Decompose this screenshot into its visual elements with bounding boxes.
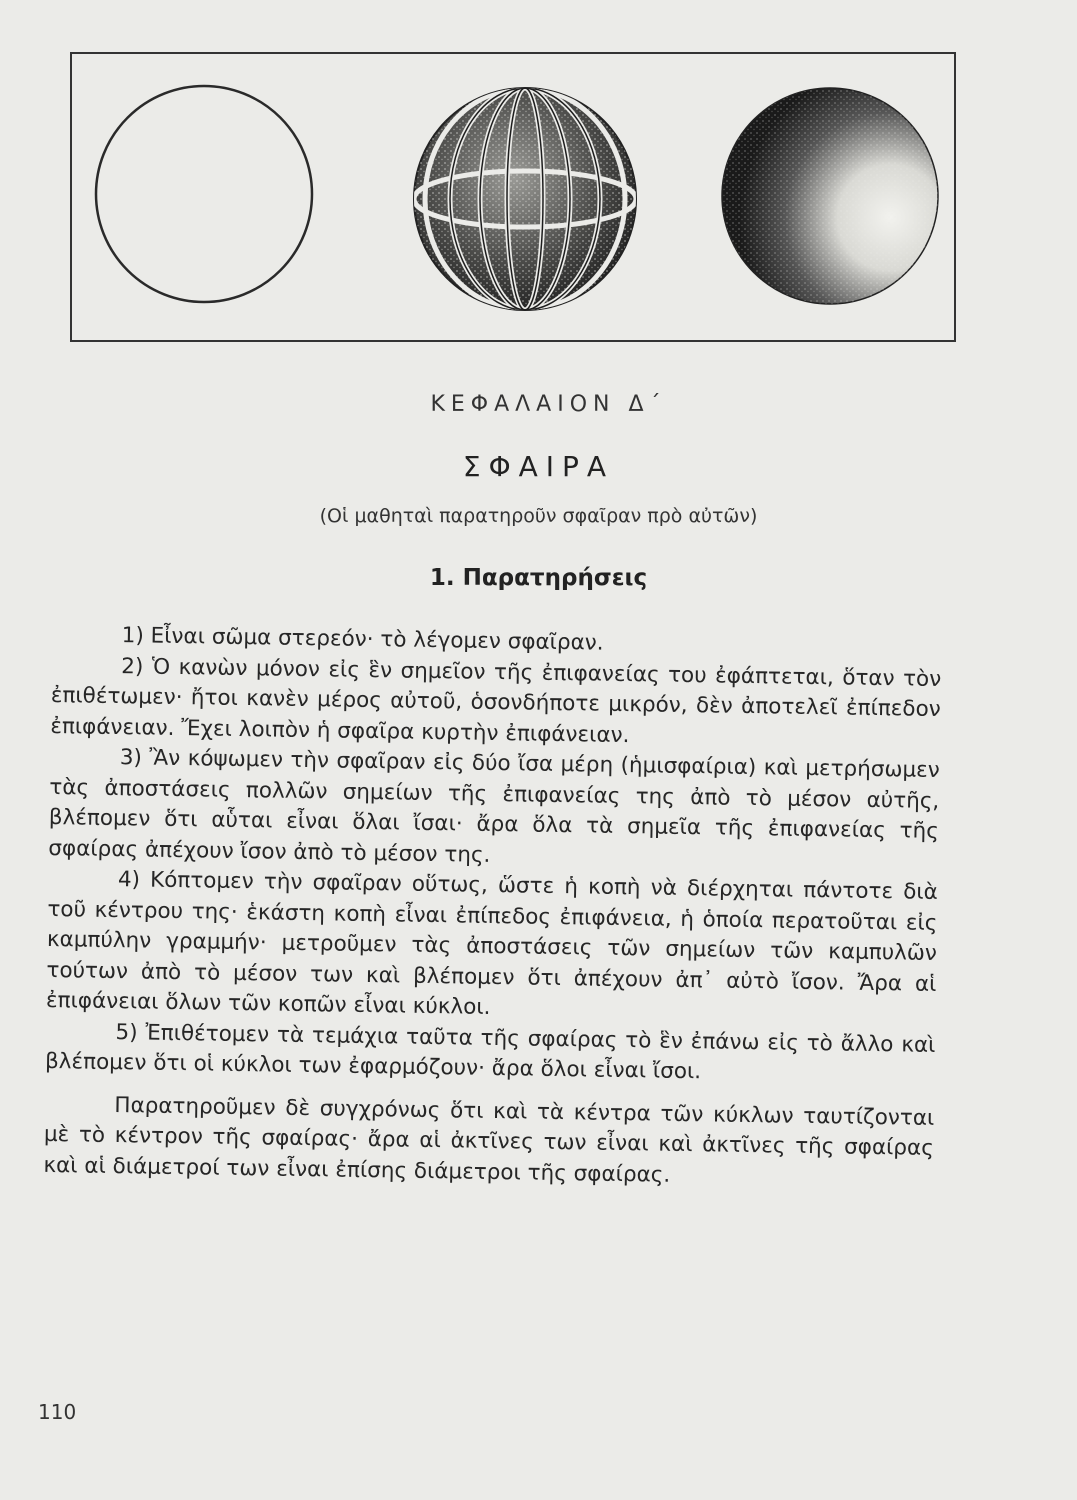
shaded-sphere-icon — [722, 88, 938, 304]
sphere-illustration-frame — [70, 52, 956, 342]
paragraph-observation-1: 1) Εἶναι σῶμα στερεόν· τὸ λέγομεν σφαῖραν. — [121, 623, 604, 656]
chapter-subtitle: (Οἱ μαθηταὶ παρατηροῦν σφαῖραν πρὸ αὐτῶν) — [319, 505, 758, 527]
paragraph-observation-4: 4) Κόπτομεν τὴν σφαῖραν οὕτως, ὥστε ἡ κοπὴ νὰ διέρχηται πάντοτε διὰ τοῦ κέντρου της· ἑκάστη κοπὴ εἶναι ἐπίπεδος ἐπιφάνεια, ἡ ὁποία περατοῦται εἰς καμπύλην γραμμήν· μετροῦμεν τὰς ἀποστάσεις τῶν σημείων τῶν καμπυλῶν τούτων ἀπὸ τὸ μέσον των καὶ βλέπομεν ὅτι ἀπέχουν ἀπ᾽ αὐτὸ ἴσον. Ἄρα αἱ ἐπιφάνειαι ὅλων τῶν κοπῶν εἶναι κύκλοι. — [45, 867, 939, 1020]
paragraph-observation-5: 5) Ἐπιθέτομεν τὰ τεμάχια ταῦτα τῆς σφαίρας τὸ ἓν ἐπάνω εἰς τὸ ἄλλο καὶ βλέπομεν ὅτι οἱ κύκλοι των ἐφαρμόζουν· ἄρα ὅλοι εἶναι ἴσοι. — [44, 1019, 936, 1085]
paragraph-observation-3: 3) Ἂν κόψωμεν τὴν σφαῖραν εἰς δύο ἴσα μέρη (ἡμισφαίρια) καὶ μετρήσωμεν τὰς ἀποστάσεις πολλῶν σημείων τῆς ἐπιφανείας της ἀπὸ τὸ μέσον αὐτῆς, βλέπομεν ὅτι αὗται εἶναι ὅλαι ἴσαι· ἄρα ὅλα τὰ σημεῖα τῆς ἐπιφανείας τῆς σφαίρας ἀπέχουν ἴσον ἀπὸ τὸ μέσον της. — [48, 745, 940, 868]
paragraph-observation-2: 2) Ὁ κανὼν μόνον εἰς ἓν σημεῖον τῆς ἐπιφανείας του ἐφάπτεται, ὅταν τὸν ἐπιθέτωμεν· ἤτοι κανὲν μέρος αὐτοῦ, ὁσονδήποτε μικρόν, δὲν ἀποτελεῖ ἐπίπεδον ἐπιφάνειαν. Ἔχει λοιπὸν ἡ σφαῖρα κυρτὴν ἐπιφάνειαν. — [50, 653, 942, 748]
sphere-illustration — [72, 54, 958, 344]
striped-sphere-icon — [414, 88, 636, 310]
paragraph-conclusion: Παρατηροῦμεν δὲ συγχρόνως ὅτι καὶ τὰ κέντρα τῶν κύκλων ταυτίζονται μὲ τὸ κέντρον τῆς σφαίρας· ἄρα αἱ ἀκτῖνες των εἶναι καὶ ἀκτῖνες τῆς σφαίρας καὶ αἱ διάμετροί των εἶναι ἐπίσης διάμετροι τῆς σφαίρας. — [43, 1092, 935, 1188]
page-title: ΣΦΑΙΡΑ — [462, 450, 615, 483]
section-heading: 1. Παρατηρήσεις — [429, 565, 648, 591]
outline-circle-icon — [96, 86, 312, 302]
body-text — [43, 620, 942, 1195]
page-number: 110 — [38, 1400, 77, 1424]
chapter-label: ΚΕΦΑΛΑΙΟΝ Δ΄ — [430, 392, 667, 417]
